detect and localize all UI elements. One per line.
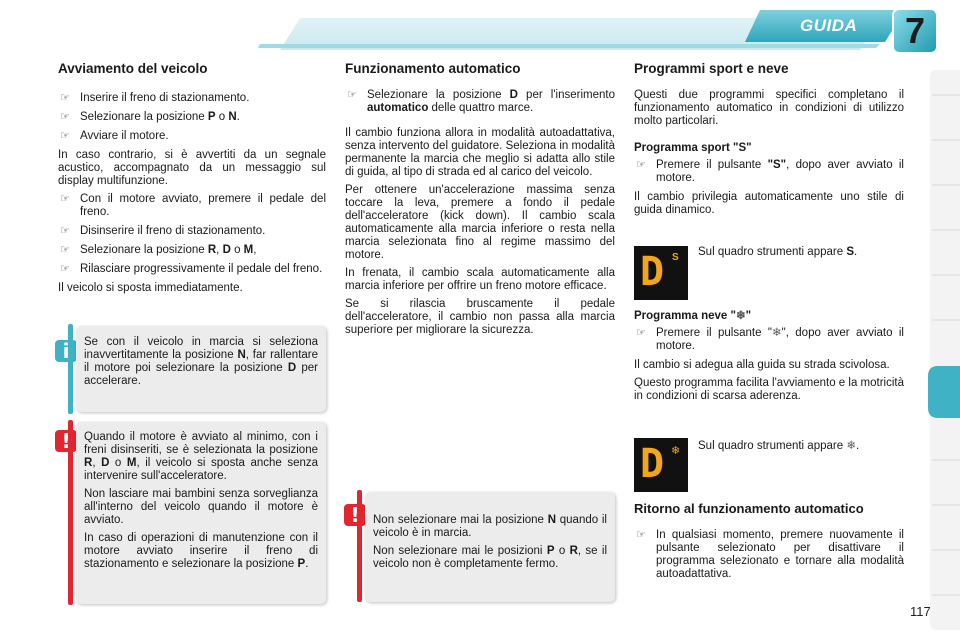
- paragraph: Questi due programmi specifici completano il funzionamento automatico in condizioni di utilizzo molto particolari.: [634, 89, 904, 127]
- list-item: ☞ Rilasciare progressivamente il pedale del freno.: [60, 263, 323, 275]
- automatic-steps-list: [345, 89, 615, 115]
- hand-pointer-icon: ☞: [60, 263, 70, 275]
- return-steps-list: [634, 529, 904, 581]
- subsection-title-snow: Programma neve "❄": [634, 310, 752, 322]
- info-box-text: Se con il veicolo in marcia si seleziona inavvertitamente la posizione N, far rallentare il motore poi selezionare la posizione D per accelerare.: [84, 336, 319, 387]
- snow-program-section: [634, 310, 904, 408]
- hand-pointer-icon: ☞: [636, 529, 646, 541]
- section-title-automatic: Funzionamento automatico: [345, 61, 521, 76]
- sport-steps-list: [634, 159, 904, 185]
- hand-pointer-icon: ☞: [60, 130, 70, 142]
- warning-box-positions: [365, 492, 615, 602]
- hand-pointer-icon: ☞: [636, 159, 646, 171]
- paragraph: Se si rilascia bruscamente il pedale dell'acceleratore, il cambio non passa alla marcia superiore per migliorare la sicurezza.: [345, 298, 615, 336]
- hand-pointer-icon: ☞: [60, 225, 70, 237]
- hand-pointer-icon: ☞: [60, 92, 70, 104]
- hand-pointer-icon: ☞: [60, 244, 70, 256]
- info-icon: i: [55, 340, 77, 362]
- section-title-start: Avviamento del veicolo: [58, 61, 208, 76]
- paragraph: Il veicolo si sposta immediatamente.: [58, 282, 243, 294]
- list-item: ☞ Inserire il freno di stazionamento.: [60, 92, 250, 104]
- hand-pointer-icon: ☞: [347, 89, 357, 101]
- list-item: ☞ Avviare il motore.: [60, 130, 169, 142]
- snowflake-icon: ❄: [771, 327, 782, 339]
- column-sport-snow-programs: [634, 62, 904, 222]
- info-box: [76, 326, 326, 412]
- section-title-return: Ritorno al funzionamento automatico: [634, 501, 864, 516]
- subsection-title-sport: Programma sport "S": [634, 142, 752, 154]
- info-stripe: [68, 324, 73, 414]
- warning-text: Non lasciare mai bambini senza sorveglianza all'interno del veicolo quando il motore è avviato.: [84, 488, 318, 526]
- paragraph: Questo programma facilita l'avviamento e la motricità in condizioni di scarsa aderenza.: [634, 377, 904, 402]
- paragraph: In caso contrario, si è avvertiti da un segnale acustico, accompagnato da un messaggio sul display multifunzione.: [58, 149, 326, 187]
- paragraph: Il cambio si adegua alla guida su strada scivolosa.: [634, 359, 890, 371]
- warning-text: Non selezionare mai la posizione N quando il veicolo è in marcia.: [373, 514, 607, 539]
- chapter-title: GUIDA: [800, 16, 858, 35]
- paragraph: Il cambio funziona allora in modalità autoadattativa, senza intervento del guidatore. Seleziona in modalità permanente la marcia che meglio si adatta allo stile di guida, al tipo di strada ed al carico del veicolo.: [345, 127, 615, 178]
- warning-text: Non selezionare mai le posizioni P o R, se il veicolo non è completamente fermo.: [373, 545, 607, 570]
- dashboard-display-sport: [634, 246, 688, 300]
- paragraph: Il cambio privilegia automaticamente uno stile di guida dinamico.: [634, 191, 904, 216]
- chapter-side-tabs: [926, 70, 960, 630]
- snowflake-icon: ❄: [846, 440, 856, 452]
- page-number: 117: [910, 604, 931, 619]
- list-item: ☞ Selezionare la posizione R, D o M,: [60, 244, 257, 256]
- dashboard-display-snow: [634, 438, 688, 492]
- list-item: ☞ In qualsiasi momento, premere nuovamente il pulsante selezionato per disattivare il programma selezionato e tornare alla modalità autoadattativa.: [636, 529, 904, 580]
- hand-pointer-icon: ☞: [636, 327, 646, 339]
- gear-indicator-d: D: [640, 441, 665, 487]
- list-item: ☞ Disinserire il freno di stazionamento.: [60, 225, 266, 237]
- sport-indicator-s: S: [672, 252, 679, 263]
- exclamation-icon: !: [344, 504, 366, 526]
- list-item: ☞ Selezionare la posizione D per l'inserimento automatico delle quattro marce.: [347, 89, 615, 114]
- snow-display-caption: Sul quadro strumenti appare ❄.: [698, 440, 860, 452]
- return-automatic-section: [634, 502, 904, 587]
- warning-text: Quando il motore è avviato al minimo, con i freni disinseriti, se è selezionata la posizione R, D o M, il veicolo si sposta anche senza intervenire sull'acceleratore.: [84, 431, 319, 482]
- snowflake-icon: ❄: [735, 310, 746, 322]
- warning-text: In caso di operazioni di manutenzione con il motore avviato inserire il freno di stazionamento e selezionare la posizione P.: [84, 532, 318, 570]
- list-item: ☞ Premere il pulsante "S", dopo aver avviato il motore.: [636, 159, 904, 184]
- exclamation-icon: !: [55, 430, 77, 452]
- section-title-programs: Programmi sport e neve: [634, 61, 789, 76]
- paragraph: Per ottenere un'accelerazione massima senza toccare la leva, premere a fondo il pedale dell'acceleratore (kick down). Il cambio scala automaticamente alla marcia inferiore o resta nella marcia selezionata fino al regime massimo del motore.: [345, 184, 615, 261]
- paragraph: In frenata, il cambio scala automaticamente alla marcia inferiore per offrire un freno motore efficace.: [345, 267, 615, 292]
- column-automatic-operation: [345, 62, 615, 342]
- start-steps-list: [58, 92, 326, 143]
- snow-steps-list: [634, 327, 904, 353]
- drive-off-steps-list: [58, 193, 326, 276]
- hand-pointer-icon: ☞: [60, 111, 70, 123]
- column-start-vehicle: [58, 62, 326, 300]
- list-item: ☞ Con il motore avviato, premere il pedale del freno.: [60, 193, 326, 218]
- sport-display-caption: Sul quadro strumenti appare S.: [698, 246, 858, 258]
- list-item: ☞ Premere il pulsante "❄", dopo aver avviato il motore.: [636, 327, 904, 352]
- hand-pointer-icon: ☞: [60, 193, 70, 205]
- gear-indicator-d: D: [640, 249, 665, 295]
- snowflake-icon: ❄: [671, 444, 681, 457]
- list-item: ☞ Selezionare la posizione P o N.: [60, 111, 240, 123]
- chapter-number: 7: [904, 10, 926, 51]
- warning-box-start: [76, 422, 326, 604]
